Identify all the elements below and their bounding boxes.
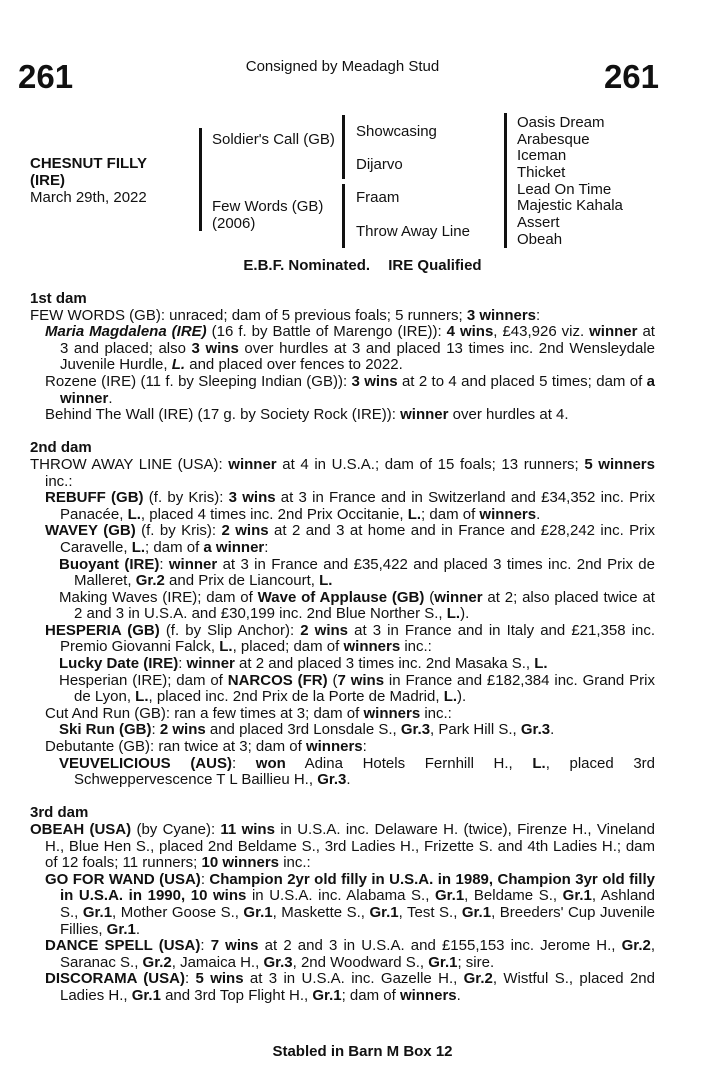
lot-number-left: 261 bbox=[18, 58, 74, 95]
first-dam-heading: 1st dam bbox=[30, 290, 87, 307]
veuvelicious-entry: VEUVELICIOUS (AUS): won Adina Hotels Fernhill H., L., placed 3rd Schweppervescence T L Baillieu H., Gr.3. bbox=[59, 754, 655, 789]
stabling-info: Stabled in Barn M Box 12 bbox=[272, 1043, 453, 1060]
pedigree-gen3-4: Thicket bbox=[517, 164, 566, 181]
wavey-entry: WAVEY (GB) (f. by Kris): 2 wins at 2 and 3 at home and in France and £28,242 inc. Prix Caravelle, L.; dam of a winner: bbox=[45, 522, 655, 556]
ire-qualified: IRE Qualified bbox=[388, 257, 482, 274]
pedigree-gen3-2: Arabesque bbox=[517, 131, 590, 148]
pedigree-bracket-2b bbox=[342, 184, 345, 248]
cut-and-run-entry: Cut And Run (GB): ran a few times at 3; dam of winners inc.: bbox=[45, 704, 452, 722]
first-dam-produce-2: Rozene (IRE) (11 f. by Sleeping Indian (GB)): 3 wins at 2 to 4 and placed 5 times; dam of a winner. bbox=[45, 372, 656, 407]
consignor: Consigned by Meadagh Stud bbox=[245, 58, 440, 75]
pedigree-gen3-8: Obeah bbox=[517, 231, 563, 248]
qualifications bbox=[0, 257, 725, 274]
pedigree-bracket-1 bbox=[199, 128, 202, 231]
first-dam-produce-1: Maria Magdalena (IRE) (16 f. by Battle of Marengo (IRE)): 4 wins, £43,926 viz. winner at 3 and placed; also 3 wins over hurdles at 3 and placed 13 times inc. 2nd Wensleydale Juvenile Hurdle, L. and placed over fences to 2022. bbox=[45, 323, 655, 374]
pedigree-sire-dam: Dijarvo bbox=[356, 156, 403, 173]
pedigree-dam-dam: Throw Away Line bbox=[356, 223, 470, 240]
pedigree-gen3-7: Assert bbox=[517, 214, 560, 231]
pedigree-sire-sire: Showcasing bbox=[356, 123, 437, 140]
horse-name: CHESNUT FILLY bbox=[30, 155, 147, 172]
dance-spell-entry: DANCE SPELL (USA): 7 wins at 2 and 3 in U.S.A. and £155,153 inc. Jerome H., Gr.2, Saranac S., Gr.2, Jamaica H., Gr.3, 2nd Woodward S., Gr.1; sire. bbox=[45, 937, 655, 971]
pedigree-gen3-5: Lead On Time bbox=[517, 181, 612, 198]
buoyant-entry: Buoyant (IRE): winner at 3 in France and £35,422 and placed 3 times inc. 2nd Prix de Malleret, Gr.2 and Prix de Liancourt, L. bbox=[59, 555, 655, 590]
pedigree-gen3-3: Iceman bbox=[517, 147, 567, 164]
ski-run-entry: Ski Run (GB): 2 wins and placed 3rd Lonsdale S., Gr.3, Park Hill S., Gr.3. bbox=[59, 721, 555, 739]
hesperian-entry: Hesperian (IRE); dam of NARCOS (FR) (7 wins in France and £182,384 inc. Grand Prix de Lyon, L., placed inc. 2nd Prix de la Porte de Madrid, L.). bbox=[59, 671, 655, 706]
pedigree-dam: Few Words (GB) (2006) bbox=[212, 198, 324, 232]
horse-identity bbox=[30, 155, 147, 206]
pedigree-gen3-1: Oasis Dream bbox=[517, 114, 605, 131]
catalogue-body bbox=[30, 291, 655, 1005]
third-dam-heading: 3rd dam bbox=[30, 804, 89, 822]
first-dam-summary: FEW WORDS (GB): unraced; dam of 5 previous foals; 5 runners; 3 winners: bbox=[30, 306, 541, 324]
making-waves-entry: Making Waves (IRE); dam of Wave of Applause (GB) (winner at 2; also placed twice at 2 and 3 in U.S.A. and £30,199 inc. 2nd Blue Norther S., L.). bbox=[59, 588, 655, 623]
discorama-entry: DISCORAMA (USA): 5 wins at 3 in U.S.A. inc. Gazelle H., Gr.2, Wistful S., placed 2nd Ladies H., Gr.1 and 3rd Top Flight H., Gr.1; dam of winners. bbox=[45, 970, 655, 1004]
foaling-date: March 29th, 2022 bbox=[30, 189, 147, 206]
obeah-entry: OBEAH (USA) (by Cyane): 11 wins in U.S.A. inc. Delaware H. (twice), Firenze H., Vineland H., Blue Hen S., placed 2nd Beldame S., 3rd Ladies H., Frizette S. and 4th Ladies H.; dam of 12 foals; 11 runners; 10 winners inc.: bbox=[30, 821, 655, 872]
first-dam-produce-3: Behind The Wall (IRE) (17 g. by Society Rock (IRE)): winner over hurdles at 4. bbox=[45, 406, 569, 424]
pedigree-bracket-2a bbox=[342, 115, 345, 179]
pedigree-gen3-6: Majestic Kahala bbox=[517, 197, 623, 214]
second-dam-heading: 2nd dam bbox=[30, 439, 92, 457]
pedigree-bracket-3 bbox=[504, 113, 507, 248]
rebuff-entry: REBUFF (GB) (f. by Kris): 3 wins at 3 in France and in Switzerland and £34,352 inc. Prix Panacée, L., placed 4 times inc. 2nd Prix Occitanie, L.; dam of winners. bbox=[45, 489, 655, 523]
pedigree-sire: Soldier's Call (GB) bbox=[212, 131, 335, 148]
hesperia-entry: HESPERIA (GB) (f. by Slip Anchor): 2 wins at 3 in France and in Italy and £21,358 inc. Premio Giovanni Falck, L., placed; dam of winners inc.: bbox=[45, 621, 655, 656]
second-dam-summary: THROW AWAY LINE (USA): winner at 4 in U.S.A.; dam of 15 foals; 13 runners; 5 winners inc.: bbox=[30, 455, 655, 490]
horse-breed-origin: (IRE) bbox=[30, 172, 65, 189]
lot-number-right: 261 bbox=[603, 58, 659, 95]
debutante-entry: Debutante (GB): ran twice at 3; dam of winners: bbox=[45, 738, 367, 756]
ebf-nominated: E.B.F. Nominated. bbox=[243, 257, 371, 274]
pedigree-dam-sire: Fraam bbox=[356, 189, 400, 206]
go-for-wand-entry: GO FOR WAND (USA): Champion 2yr old filly in U.S.A. in 1989, Champion 3yr old filly in U.S.A. in 1990, 10 wins in U.S.A. inc. Alabama S., Gr.1, Beldame S., Gr.1, Ashland S., Gr.1, Mother Goose S., Gr.1, Maskette S., Gr.1, Test S., Gr.1, Breeders' Cup Juvenile Fillies, Gr.1. bbox=[45, 870, 655, 938]
lucky-date-entry: Lucky Date (IRE): winner at 2 and placed 3 times inc. 2nd Masaka S., L. bbox=[59, 655, 548, 673]
